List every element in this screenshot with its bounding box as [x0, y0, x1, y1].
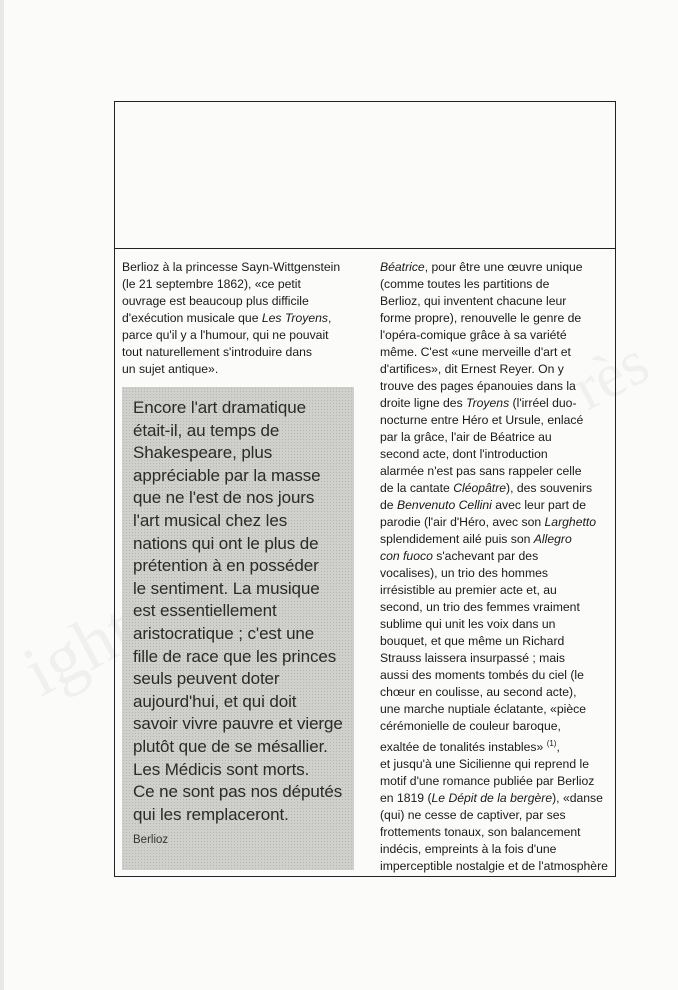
body-line: nocturne entre Héro et Ursule, enlacé [380, 413, 584, 427]
body-line: parodie (l'air d'Héro, avec son Larghetto [380, 515, 597, 529]
body-line: con fuoco s'achevant par des [380, 549, 539, 563]
quote-line: appréciable par la masse [133, 465, 321, 485]
blank-image-area [115, 102, 615, 249]
quote-line: l'art musical chez les [133, 510, 288, 530]
quote-line: Ce ne sont pas nos députés [133, 782, 343, 802]
body-line: forme propre), renouvelle le genre de [380, 311, 582, 325]
intro-line: Berlioz à la princesse Sayn-Wittgenstein [122, 260, 341, 274]
body-line: bouquet, et que même un Richard [380, 634, 565, 648]
quote-author: Berlioz [133, 834, 169, 846]
quote-line: aujourd'hui, et qui doit [133, 691, 297, 711]
body-paragraph [380, 259, 612, 875]
quote-line: fille de race que les princes [133, 646, 337, 666]
quote-line: nations qui ont le plus de [133, 533, 319, 553]
quote-line: Les Médicis sont morts. [133, 759, 310, 779]
quote-box [122, 387, 354, 870]
body-line: (qui) ne cesse de captiver, par ses [380, 808, 566, 823]
body-line: vocalises), un trio des hommes [380, 566, 548, 580]
body-line: Strauss laissera insurpassé ; mais [380, 651, 565, 665]
body-line: en 1819 (Le Dépit de la bergère), «danse [380, 791, 603, 806]
body-line: l'opéra-comique grâce à sa variété [380, 328, 567, 342]
quote-line: est essentiellement [133, 601, 277, 621]
body-line: cérémonielle de couleur baroque, [380, 719, 561, 733]
body-line: indécis, empreints à la fois d'une [380, 842, 557, 857]
body-line: de Benvenuto Cellini avec leur part de [380, 498, 586, 512]
body-line: Béatrice, pour être une œuvre unique [380, 260, 583, 274]
body-line: droite ligne des Troyens (l'irréel duo- [380, 396, 577, 410]
body-line: (comme toutes les partitions de [380, 277, 550, 291]
body-line: sublime qui unit les voix dans un [380, 617, 556, 631]
body-line: une marche nuptiale éclatante, «pièce [380, 702, 586, 716]
left-column [122, 259, 358, 378]
body-line: alarmée n'est pas sans rappeler celle [380, 464, 582, 478]
body-line: motif d'une romance publiée par Berlioz [380, 774, 595, 789]
intro-line: parce qu'il y a l'humour, qui ne pouvait [122, 328, 329, 342]
content-frame [114, 101, 616, 877]
body-line: imperceptible nostalgie et de l'atmosphère [380, 859, 608, 874]
quote-line: Shakespeare, plus [133, 443, 273, 463]
quote-line: le sentiment. La musique [133, 578, 320, 598]
right-column [380, 259, 612, 875]
body-line: par la grâce, l'air de Béatrice au [380, 430, 552, 444]
quote-line: aristocratique ; c'est une [133, 623, 315, 643]
quote-text [133, 397, 354, 826]
quote-line: plutôt que de se mésallier. [133, 736, 328, 756]
body-line: et jusqu'à une Sicilienne qui reprend le [380, 757, 589, 772]
quote-line: était-il, au temps de [133, 420, 280, 440]
body-line: irrésistible au premier acte et, au [380, 583, 557, 597]
body-line: exaltée de tonalités instables» $^{(1)}$, [380, 739, 560, 755]
quote-line: que ne l'est de nos jours [133, 488, 315, 508]
body-line: Berlioz, qui inventent chacune leur [380, 294, 567, 308]
body-line: aussi des moments tombés du ciel (le [380, 668, 584, 682]
page-edge [0, 0, 4, 990]
quote-line: Encore l'art dramatique [133, 398, 306, 417]
body-line: second, un trio des femmes vraiment [380, 600, 580, 614]
quote-line: seuls peuvent doter [133, 669, 280, 689]
quote-line: savoir vivre pauvre et vierge [133, 714, 343, 734]
intro-line: tout naturellement s'introduire dans [122, 345, 312, 359]
intro-paragraph [122, 259, 358, 378]
body-line: même. C'est «une merveille d'art et [380, 345, 571, 359]
intro-line: ouvrage est beaucoup plus difficile [122, 294, 309, 308]
intro-line: d'exécution musicale que Les Troyens, [122, 311, 332, 325]
intro-line: (le 21 septembre 1862), «ce petit [122, 277, 301, 291]
body-line: de la cantate Cléopâtre), des souvenirs [380, 481, 593, 495]
body-line: trouve des pages épanouies dans la [380, 379, 576, 393]
body-line: second acte, dont l'introduction [380, 447, 548, 461]
body-line: chœur en coulisse, au second acte), [380, 685, 577, 699]
quote-line: qui les remplaceront. [133, 804, 289, 824]
body-line: frottements tonaux, son balancement [380, 825, 581, 840]
quote-line: prétention à en posséder [133, 556, 319, 576]
body-line: d'artifices», dit Ernest Reyer. On y [380, 362, 564, 376]
intro-line: un sujet antique». [122, 362, 219, 376]
body-line: splendidement ailé puis son Allegro [380, 532, 572, 546]
